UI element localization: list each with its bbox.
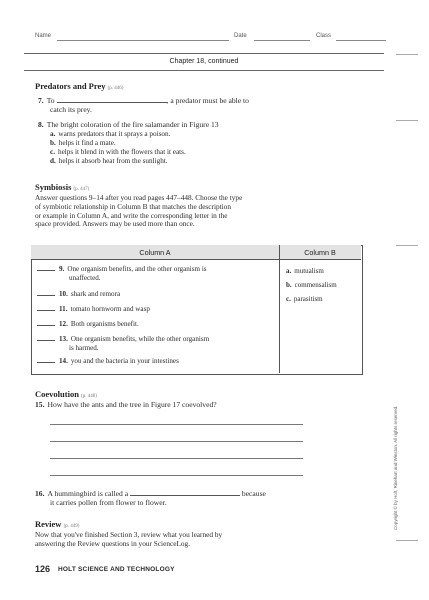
section-title-coevolution xyxy=(35,389,97,399)
row-text: you and the bacteria in your intestines xyxy=(70,357,179,365)
answer-line[interactable] xyxy=(50,424,303,425)
choice-b xyxy=(286,281,337,289)
page-ref: (p. 449) xyxy=(63,524,80,529)
margin-tick xyxy=(396,540,418,541)
margin-tick xyxy=(396,245,418,246)
row-text: shark and remora xyxy=(70,290,121,298)
column-a-header: Column A xyxy=(139,248,171,257)
review-line: answering the Review questions in your ScienceLog. xyxy=(35,538,191,548)
choice-text: commensalism xyxy=(294,281,337,289)
answer-blank[interactable] xyxy=(37,335,55,341)
section-title-predators xyxy=(35,81,123,91)
book-title: HOLT SCIENCE AND TECHNOLOGY xyxy=(58,566,175,573)
table-row-10 xyxy=(37,290,120,299)
option-text: helps it find a mate. xyxy=(58,139,116,147)
question-text: How have the ants and the tree in Figure 17 coevolved? xyxy=(47,400,217,409)
row-number: 10. xyxy=(59,290,68,298)
row-text: One organism benefits, and the other organism is xyxy=(67,265,207,273)
choice-c xyxy=(286,295,323,303)
section-title-text: Predators and Prey xyxy=(35,81,106,91)
answer-line[interactable] xyxy=(50,441,303,442)
chapter-title: Chapter 18, continued xyxy=(169,58,239,65)
question-number: 15. xyxy=(35,400,45,409)
choice-letter: c. xyxy=(286,295,291,303)
question-8 xyxy=(38,120,358,129)
instruction-line: Answer questions 9–14 after you read pages 447–448. Choose the type xyxy=(35,193,243,202)
table-row-13 xyxy=(37,335,277,344)
answer-blank[interactable] xyxy=(37,305,55,311)
section-title-text: Review xyxy=(35,519,62,529)
question-number: 8. xyxy=(38,120,44,129)
option-letter: b. xyxy=(50,139,56,147)
table-row-13-line2: is harmed. xyxy=(69,344,99,352)
option-d[interactable] xyxy=(50,157,168,165)
table-row-9-line2: unaffected. xyxy=(69,274,101,282)
section-title-review xyxy=(35,519,79,529)
table-row-11 xyxy=(37,305,150,314)
choice-text: mutualism xyxy=(294,267,324,275)
answer-blank[interactable] xyxy=(57,96,167,103)
option-letter: c. xyxy=(50,148,55,156)
choice-letter: b. xyxy=(286,281,292,289)
question-text: To xyxy=(46,96,55,105)
name-label: Name xyxy=(35,33,52,39)
option-text: helps it blend in with the flowers that it eats. xyxy=(58,148,186,156)
question-text-cont: because xyxy=(241,489,266,498)
class-label: Class xyxy=(316,33,332,39)
date-label: Date xyxy=(234,33,247,39)
row-text: Both organisms benefit. xyxy=(70,320,139,328)
question-text-cont: , a predator must be able to xyxy=(166,96,249,105)
row-text: tomato hornworm and wasp xyxy=(70,305,150,313)
column-b-header: Column B xyxy=(304,248,336,257)
option-text: helps it absorb heat from the sunlight. xyxy=(58,157,168,165)
row-number: 12. xyxy=(59,320,68,328)
section-title-text: Symbiosis xyxy=(35,182,72,192)
row-number: 11. xyxy=(59,305,68,313)
row-number: 13. xyxy=(59,335,68,343)
page-ref: (p. 447) xyxy=(73,187,90,192)
answer-line[interactable] xyxy=(50,458,303,459)
option-text: warns predators that it sprays a poison. xyxy=(58,130,171,138)
instruction-line: or example in Column A, and write the corresponding letter in the xyxy=(35,210,228,220)
question-text: A hummingbird is called a xyxy=(47,489,129,498)
page-ref: (p. 446) xyxy=(107,86,124,91)
answer-line[interactable] xyxy=(50,475,303,476)
choice-text: parasitism xyxy=(293,295,323,303)
row-number: 9. xyxy=(59,265,65,273)
row-number: 14. xyxy=(59,357,68,365)
answer-blank[interactable] xyxy=(37,290,55,296)
page-number: 126 xyxy=(35,564,51,574)
column-divider xyxy=(279,245,280,373)
question-number: 16. xyxy=(35,489,45,498)
choice-letter: a. xyxy=(286,267,292,275)
question-16-line2: it carries pollen from flower to flower. xyxy=(50,498,167,507)
question-16 xyxy=(35,489,355,498)
answer-blank[interactable] xyxy=(37,320,55,326)
option-a[interactable] xyxy=(50,130,170,138)
question-text: The bright coloration of the fire salamander in Figure 13 xyxy=(46,120,219,129)
margin-tick xyxy=(396,54,418,55)
section-title-symbiosis xyxy=(35,182,89,192)
table-row-12 xyxy=(37,320,139,329)
review-text xyxy=(35,531,315,549)
answer-blank[interactable] xyxy=(130,489,240,496)
section-title-text: Coevolution xyxy=(35,389,79,399)
row-text: One organism benefits, while the other organism xyxy=(70,335,210,343)
option-letter: d. xyxy=(50,157,56,165)
symbiosis-instructions xyxy=(35,194,315,229)
answer-blank[interactable] xyxy=(37,265,55,271)
instruction-line: of symbiotic relationship in Column B that matches the description xyxy=(35,201,231,211)
option-c[interactable] xyxy=(50,148,186,156)
margin-tick xyxy=(396,120,418,121)
option-b[interactable] xyxy=(50,139,116,147)
class-field-line[interactable] xyxy=(336,40,386,41)
page-ref: (p. 448) xyxy=(81,394,97,399)
table-row-14 xyxy=(37,357,179,366)
question-number: 7. xyxy=(38,96,44,105)
review-line: Now that you've finished Section 3, review what you learned by xyxy=(35,530,223,539)
question-15 xyxy=(35,400,355,409)
instruction-line: space provided. Answers may be used more than once. xyxy=(35,219,195,229)
question-7-line2: catch its prey. xyxy=(50,105,92,114)
name-field-line[interactable] xyxy=(57,40,229,41)
date-field-line[interactable] xyxy=(254,40,310,41)
choice-a xyxy=(286,267,324,275)
answer-blank[interactable] xyxy=(37,357,55,363)
option-letter: a. xyxy=(50,130,56,138)
copyright-text: Copyright © by Holt, Rinehart and Winston. All rights reserved. xyxy=(393,405,398,530)
copyright-notice xyxy=(393,330,401,530)
question-7 xyxy=(38,96,338,105)
table-row-9 xyxy=(37,265,277,274)
